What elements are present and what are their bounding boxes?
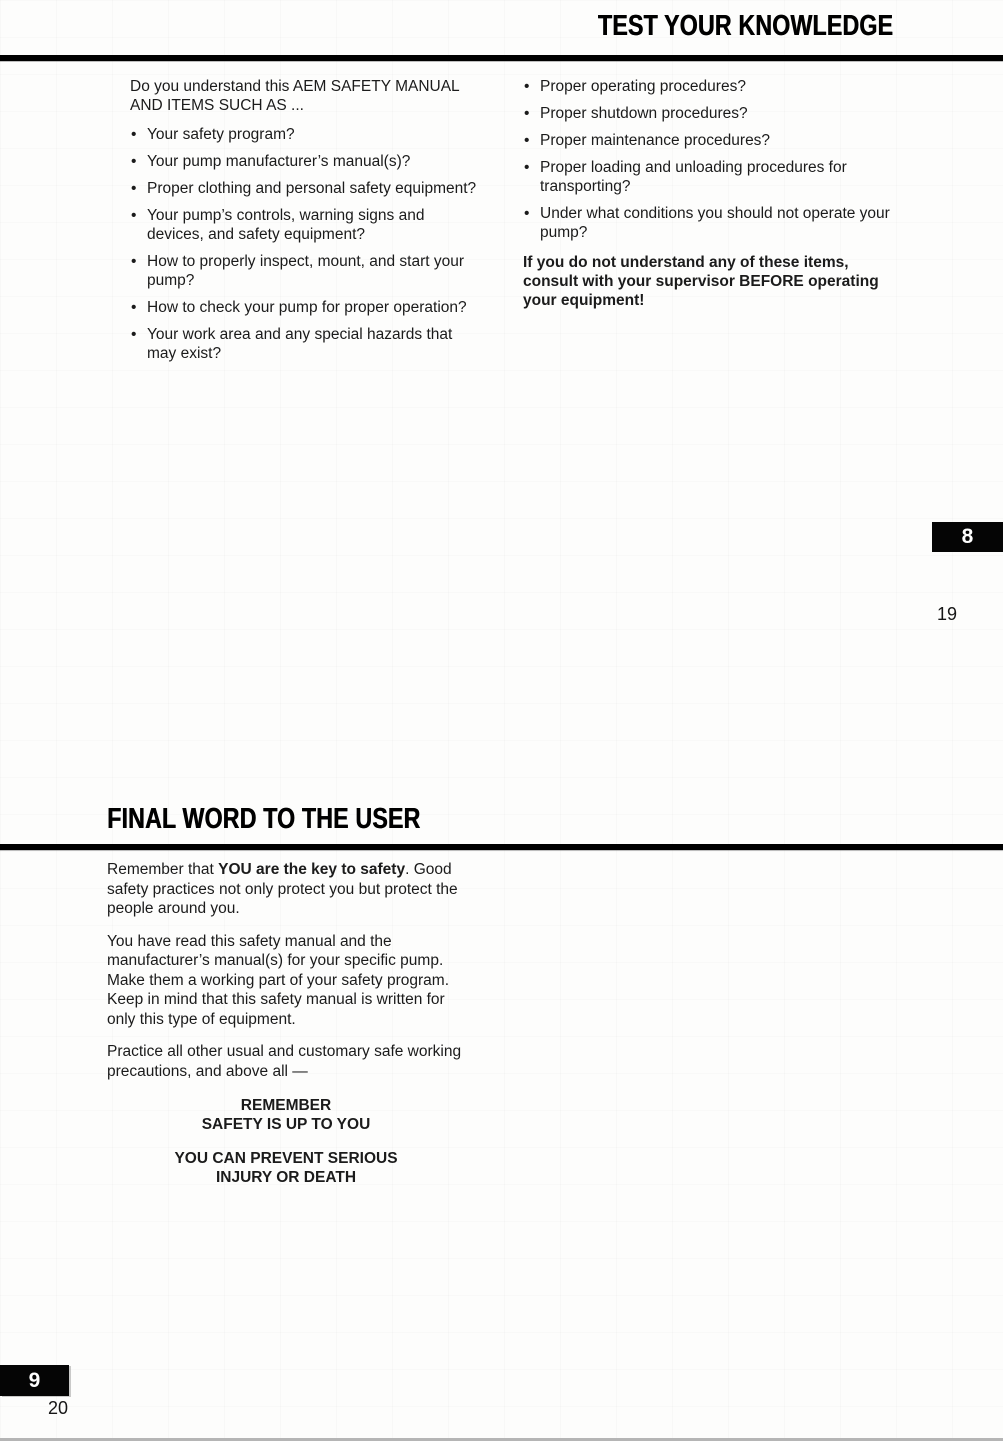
bullet-item: • Proper clothing and personal safety equipment? [130, 179, 480, 198]
bullet-item: • Your pump manufacturer’s manual(s)? [130, 152, 480, 171]
chapter-tab-8 [932, 522, 1003, 552]
slogan-remember [107, 1096, 465, 1134]
section-title-final-word: FINAL WORD TO THE USER [107, 803, 421, 835]
slogan-remember-line2: SAFETY IS UP TO YOU [201, 1116, 371, 1133]
right-bullet-list [523, 77, 891, 242]
paragraph-key-to-safety-suffix: . Good safety practices not only protect you but protect the people around you. [107, 861, 458, 917]
bullet-item: • Proper maintenance procedures? [523, 131, 891, 150]
slogan-prevent-line2: INJURY OR DEATH [215, 1169, 357, 1186]
chapter-tab-9-number: 9 [28, 1368, 41, 1392]
bullet-item: • Proper operating procedures? [523, 77, 891, 96]
supervisor-warning-text: If you do not understand any of these items, consult with your supervisor BEFORE operating your equipment! [523, 254, 879, 309]
paragraph-key-to-safety [107, 860, 465, 919]
paragraph-practice-precautions: Practice all other usual and customary safe working precautions, and above all — [107, 1043, 462, 1080]
bullet-item: • How to check your pump for proper operation? [130, 298, 480, 317]
header-rule-top [0, 55, 1003, 61]
page-number-19: 19 [937, 604, 958, 624]
slogan-remember-line1: REMEMBER [240, 1097, 332, 1114]
bullet-item: • Your safety program? [130, 125, 480, 144]
paragraph-key-to-safety-bold: YOU are the key to safety [218, 861, 406, 878]
bullet-item: • Proper loading and unloading procedures for transporting? [523, 158, 891, 196]
bullet-item: • Your pump’s controls, warning signs and devices, and safety equipment? [130, 206, 480, 244]
header-rule-final [0, 844, 1003, 850]
test-knowledge-right-column [523, 77, 891, 310]
slogan-prevent-injury [107, 1149, 465, 1187]
paragraph-read-manuals: You have read this safety manual and the manufacturer’s manual(s) for your specific pump. Make them a working part of your safety program. Keep in mind that this safety manual is written for only this type of equipment. [107, 932, 450, 1028]
section-title-test-your-knowledge: TEST YOUR KNOWLEDGE [597, 10, 893, 42]
bullet-item: • Your work area and any special hazards that may exist? [130, 325, 480, 363]
test-knowledge-left-column [130, 77, 480, 371]
final-word-body [107, 860, 465, 1187]
chapter-tab-9 [0, 1365, 69, 1396]
page-number-20: 20 [48, 1398, 69, 1418]
intro-question: Do you understand this AEM SAFETY MANUAL AND ITEMS SUCH AS ... [130, 78, 460, 114]
chapter-tab-8-number: 8 [961, 525, 974, 548]
paragraph-key-to-safety-prefix: Remember that [107, 861, 219, 878]
bullet-item: • Proper shutdown procedures? [523, 104, 891, 123]
bullet-item: • How to properly inspect, mount, and start your pump? [130, 252, 480, 290]
bullet-item: • Under what conditions you should not operate your pump? [523, 204, 891, 242]
left-bullet-list [130, 125, 480, 363]
slogan-prevent-line1: YOU CAN PREVENT SERIOUS [174, 1150, 398, 1167]
